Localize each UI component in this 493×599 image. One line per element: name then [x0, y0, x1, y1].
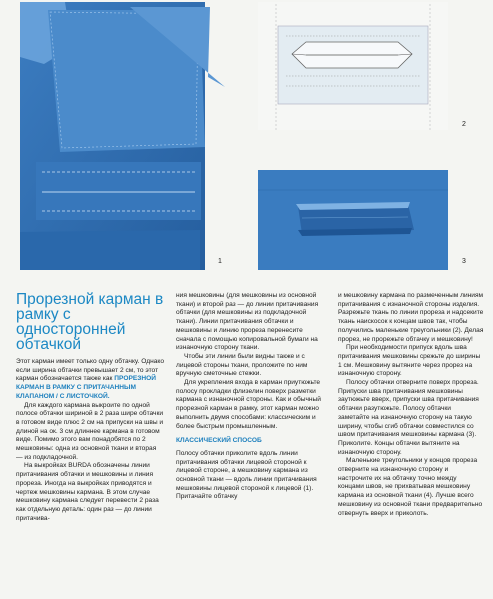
article-title: Прорезной карман в рамку с односторонней обтачкой — [16, 292, 164, 353]
col1-p1-text: Этот карман имеет только одну обтачку. Однако если ширина обтачки превышает 2 см, то этот карман обозначается также как — [16, 358, 164, 383]
col3-paragraph-3: Полосу обтачки отверните поверх прореза. Припуски шва притачивания мешковины заутюжьте вверх, припуски шва притачивания обтачки разутюжьте. Полосу обтачки заметайте на изнаночную сторону на такую ширину, чтобы сгиб обтачки совместился со швом притачивания мешковины кармана (3). Приколите. Концы обтачки вытяните на изнаночную сторону. — [338, 379, 479, 456]
figure-2-illustration — [258, 2, 448, 130]
figure-2-number: 2 — [462, 121, 466, 128]
text-column-3 — [338, 292, 484, 599]
col3-paragraph-4: Маленькие треугольники у концов прореза отверните на изнаночную сторону и настрочите их на обтачку точно между концами швов, не прихватывая мешковину кармана из основной ткани (4). Лучше всего мешковину из основной ткани предварительно отвернуть вверх и приколоть. — [338, 457, 483, 517]
pocket-sew-step-3-drawing — [258, 170, 448, 270]
section-heading-classic: КЛАССИЧЕСКИЙ СПОСОБ — [176, 437, 262, 445]
pocket-sew-step-2-drawing — [258, 2, 448, 130]
col3-paragraph-2: При необходимости припуск вдоль шва притачивания мешковины срежьте до ширины 1 см. Мешковину вытяните через прорез на изнаночную сторону. — [338, 344, 481, 378]
figure-3-illustration — [258, 170, 448, 270]
col2-paragraph-4: Полосу обтачки приколите вдоль линии притачивания обтачки лицевой стороной к лицевой стороне, а мешковину кармана из основной ткани — вдоль линии притачивания мешковины лицевой стороной к лицевой (1). Притачайте обтачку — [176, 449, 317, 501]
col2-paragraph-1: ния мешковины (для мешковины из основной ткани) и второй раз — до линии притачивания обтачки (для мешковины из подкладочной ткани). Линии притачивания обтачки и мешковины и линию прореза перенесите сначала с помощью копировальной бумаги на изнаночную сторону ткани. — [176, 292, 319, 352]
col2-paragraph-2: Чтобы эти линии были видны также и с лицевой стороны ткани, проложите по ним вручную сметочные стежки. — [176, 352, 308, 378]
col2-paragraph-3: Для укрепления входа в карман приутюжьте полосу прокладки флизелин поверх разметки кармана с изнаночной стороны. Как и обычный прорезной карман в рамку, этот карман можно выполнить двумя способами: классическим и более быстрым промышленным. — [176, 379, 321, 430]
col1-paragraph-1 — [16, 358, 164, 402]
text-column-1 — [16, 292, 164, 599]
col3-paragraph-1: и мешковину кармана по размеченным линиям притачивания с изнаночной стороны изделия. Разрежьте ткань по линии прореза и надсеките ткань наискосок к концам швов так, чтобы получились маленькие треугольники (2). Делая прорез, не прорежьте обтачку и мешковину! — [338, 292, 484, 343]
figure-3-number: 3 — [462, 258, 466, 265]
figure-1-illustration — [10, 2, 236, 270]
figure-1-number: 1 — [218, 258, 222, 265]
col1-paragraph-3: На выкройках BURDA обозначены линии притачивания обтачки и мешковины и линия прореза. Иногда на выкройках приводятся и чертеж мешковины кармана. В этом случае мешковину кармана следует перевести 2 раза как отдельную деталь: один раз — до линии притачива- — [16, 462, 159, 522]
col1-paragraph-2: Для каждого кармана выкроите по одной полосе обтачки шириной в 2 раза шире обтачки в готовом виде плюс 2 см на припуски на швы и длиной на ок. 3 см длиннее кармана в готовом виде. Помимо этого вам понадобятся по 2 мешковины: одна из основной ткани и вторая — из подкладочной. — [16, 401, 164, 461]
col1-p1-highlight: ПРОРЕЗНОЙ КАРМАН В РАМКУ С ПРИТАЧАННЫМ КЛАПАНОМ / С ЛИСТОЧКОЙ. — [16, 375, 157, 400]
pocket-sew-step-1-drawing — [10, 2, 236, 270]
text-column-2 — [176, 292, 324, 599]
